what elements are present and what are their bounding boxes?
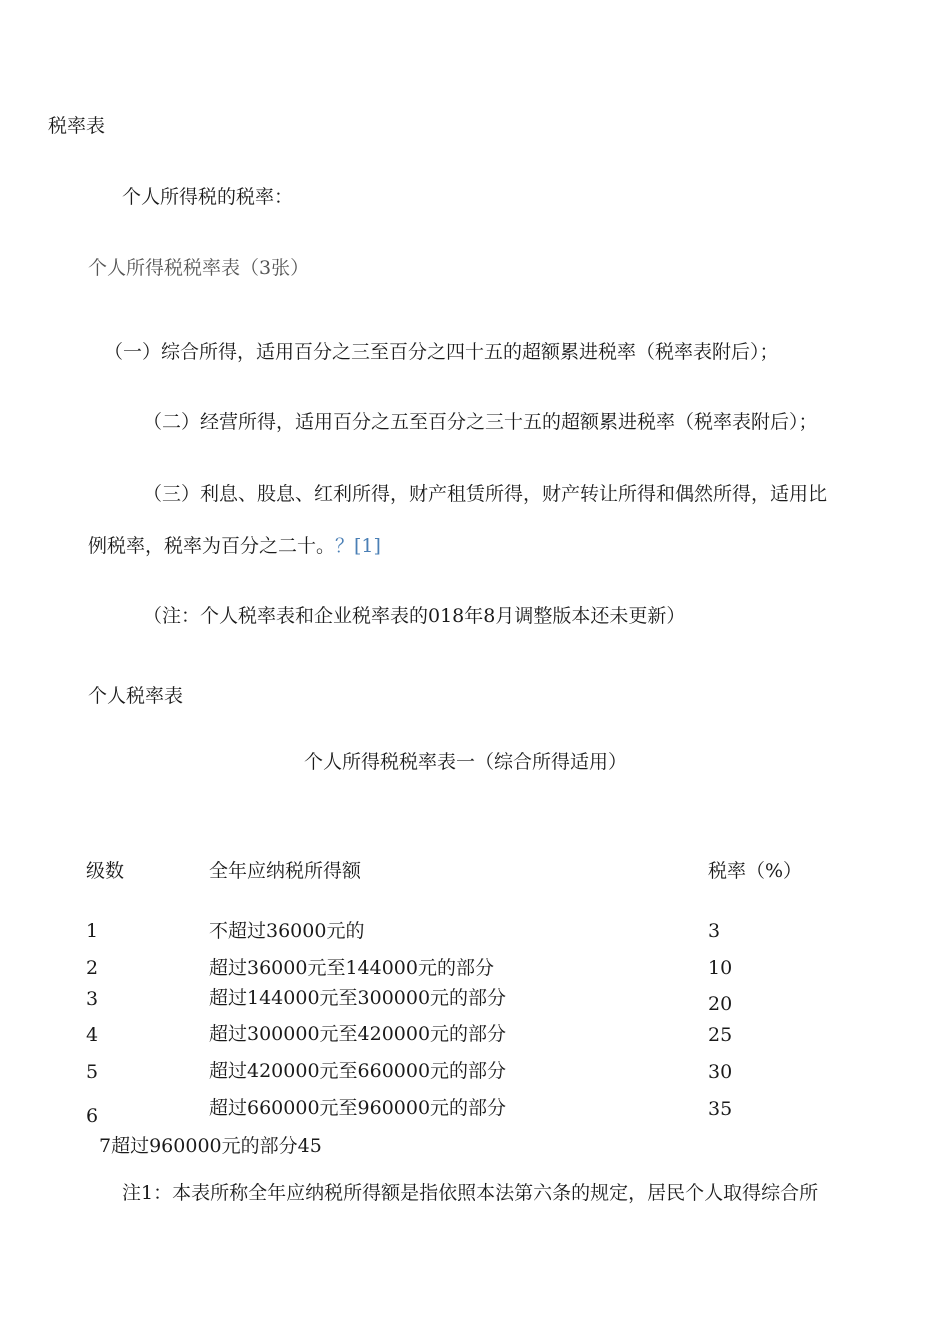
row-2-income: 超过36000元至144000元的部分	[209, 957, 494, 979]
row-3-level: 3	[86, 988, 99, 1010]
row-1-income: 不超过36000元的	[209, 920, 365, 942]
row-2-rate: 10	[708, 957, 733, 979]
row-5-rate: 30	[708, 1061, 733, 1083]
row-6-rate: 35	[708, 1098, 733, 1120]
section-heading: 个人税率表	[88, 685, 184, 707]
row-7: 7超过960000元的部分45	[99, 1135, 322, 1157]
row-4-level: 4	[86, 1024, 99, 1046]
row-5-income: 超过420000元至660000元的部分	[209, 1060, 507, 1082]
item-3-cont-text: 例税率，税率为百分之二十。	[88, 535, 336, 557]
row-2-level: 2	[86, 957, 99, 979]
reference-link[interactable]: ？[1]	[335, 535, 381, 557]
row-3-income: 超过144000元至300000元的部分	[209, 987, 507, 1009]
note-1: 注1：本表所称全年应纳税所得额是指依照本法第六条的规定，居民个人取得综合所	[122, 1182, 819, 1204]
item-3-continued	[88, 534, 381, 558]
table-title: 个人所得税税率表一（综合所得适用）	[304, 751, 628, 773]
row-1-rate: 3	[708, 920, 721, 942]
header-rate: 税率（%）	[708, 860, 803, 882]
document-title: 税率表	[48, 115, 106, 137]
row-1-level: 1	[86, 920, 99, 942]
intro-line: 个人所得税的税率：	[122, 186, 294, 208]
item-2: （二）经营所得，适用百分之五至百分之三十五的超额累进税率（税率表附后）；	[143, 411, 818, 433]
row-5-level: 5	[86, 1061, 99, 1083]
header-level: 级数	[86, 860, 125, 882]
row-4-rate: 25	[708, 1024, 733, 1046]
update-note: （注：个人税率表和企业税率表的018年8月调整版本还未更新）	[143, 605, 686, 627]
item-1: （一）综合所得，适用百分之三至百分之四十五的超额累进税率（税率表附后）；	[104, 341, 779, 363]
row-3-rate: 20	[708, 993, 733, 1015]
item-3: （三）利息、股息、红利所得，财产租赁所得，财产转让所得和偶然所得，适用比	[143, 483, 828, 505]
table-count-line: 个人所得税税率表（3张）	[88, 257, 310, 279]
row-6-level: 6	[86, 1105, 99, 1127]
row-6-income: 超过660000元至960000元的部分	[209, 1097, 507, 1119]
header-income: 全年应纳税所得额	[209, 860, 362, 882]
row-4-income: 超过300000元至420000元的部分	[209, 1023, 507, 1045]
